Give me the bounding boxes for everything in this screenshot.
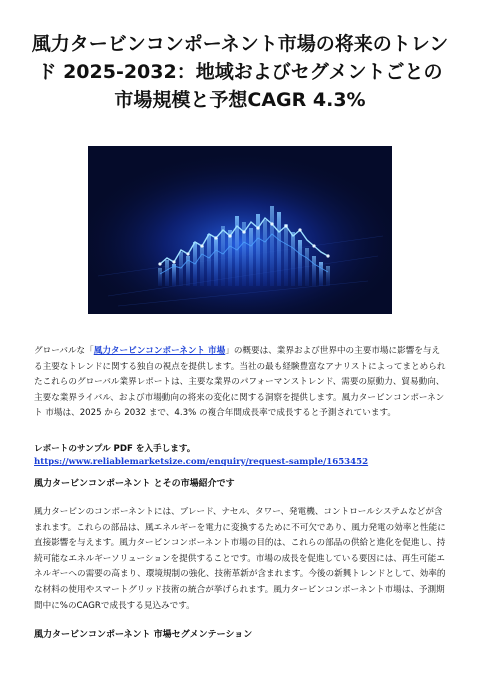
hero-bar bbox=[312, 256, 316, 286]
section-heading-intro: 風力タービンコンポーネント とその市場紹介です bbox=[34, 479, 235, 489]
hero-bar bbox=[326, 266, 330, 286]
section-intro-paragraph: 風力タービンのコンポーネントには、ブレード、ナセル、タワー、発電機、コントロールシステムなどが含まれます。これらの部品は、風エネルギーを電力に変換するために不可欠であり、風力発電の効率と性能に直接影響を与えます。風力タービンコンポーネント市場の目的は、これらの部品の供給と進化を促進し、持続可能なエネルギーソリューションを提供することです。市場の成長を促進している要因には、再生可能エネルギーへの需要の高まり、環境規制の強化、技術革新が含まれます。今後の新興トレンドとして、効率的な材料の使用やスマートグリッド技術の統合が挙げられます。風力タービンコンポーネント市場は、予測期間中に%のCAGRで成長する見込みです。 bbox=[34, 507, 446, 611]
hero-dot bbox=[270, 222, 273, 225]
intro-prefix: グローバルな「 bbox=[34, 346, 94, 356]
hero-bar bbox=[305, 248, 309, 286]
section-heading-segmentation: 風力タービンコンポーネント 市場セグメンテーション bbox=[34, 630, 253, 640]
hero-dot bbox=[172, 260, 175, 263]
sample-label: レポートのサンプル PDF を入手します。 bbox=[34, 444, 196, 454]
hero-bar bbox=[207, 234, 211, 286]
hero-bar bbox=[214, 238, 218, 286]
hero-bar bbox=[200, 246, 204, 286]
hero-bar bbox=[179, 252, 183, 286]
intro-paragraph bbox=[34, 344, 448, 422]
hero-dot bbox=[186, 252, 189, 255]
hero-dot bbox=[256, 226, 259, 229]
hero-dot bbox=[214, 236, 217, 239]
sample-url-link[interactable]: https://www.reliablemarketsize.com/enquiry/request-sample/1653452 bbox=[34, 456, 369, 467]
hero-dot bbox=[312, 244, 315, 247]
hero-dot bbox=[228, 234, 231, 237]
hero-bar bbox=[249, 228, 253, 286]
hero-bar bbox=[298, 240, 302, 286]
hero-bar bbox=[263, 220, 267, 286]
hero-bar bbox=[277, 212, 281, 286]
hero-bar bbox=[291, 232, 295, 286]
hero-dot bbox=[200, 244, 203, 247]
hero-bar bbox=[228, 230, 232, 286]
hero-bar bbox=[165, 260, 169, 286]
intro-body: 」の概要は、業界および世界中の主要市場に影響を与える主要なトレンドに関する独自の視点を提供します。当社の最も経験豊富なアナリストによってまとめられたこれらのグローバル業界レポートは、主要な業界のパフォーマンストレンド、需要の原動力、貿易動向、主要な業界ライバル、および市場動向の将来の変化に関する洞察を提供します。風力タービンコンポーネント 市場は、2025 から 2032 まで、4.3% の複合年間成長率で成長すると予測されています。 bbox=[34, 346, 446, 419]
sample-request bbox=[34, 443, 448, 468]
hero-dot bbox=[298, 228, 301, 231]
hero-graphic bbox=[88, 146, 392, 314]
hero-bar bbox=[221, 226, 225, 286]
page-title: 風力タービンコンポーネント市場の将来のトレンド 2025-2032：地域およびセグメントごとの市場規模と予想CAGR 4.3% bbox=[31, 33, 449, 111]
hero-bar bbox=[158, 268, 162, 286]
hero-bar bbox=[319, 262, 323, 286]
market-link[interactable]: 風力タービンコンポーネント 市場 bbox=[93, 346, 226, 356]
hero-chart-image bbox=[88, 146, 392, 314]
hero-dot bbox=[158, 262, 161, 265]
hero-bar bbox=[284, 224, 288, 286]
hero-dot bbox=[242, 230, 245, 233]
hero-bar bbox=[270, 206, 274, 286]
hero-dot bbox=[326, 254, 329, 257]
hero-dot bbox=[284, 224, 287, 227]
